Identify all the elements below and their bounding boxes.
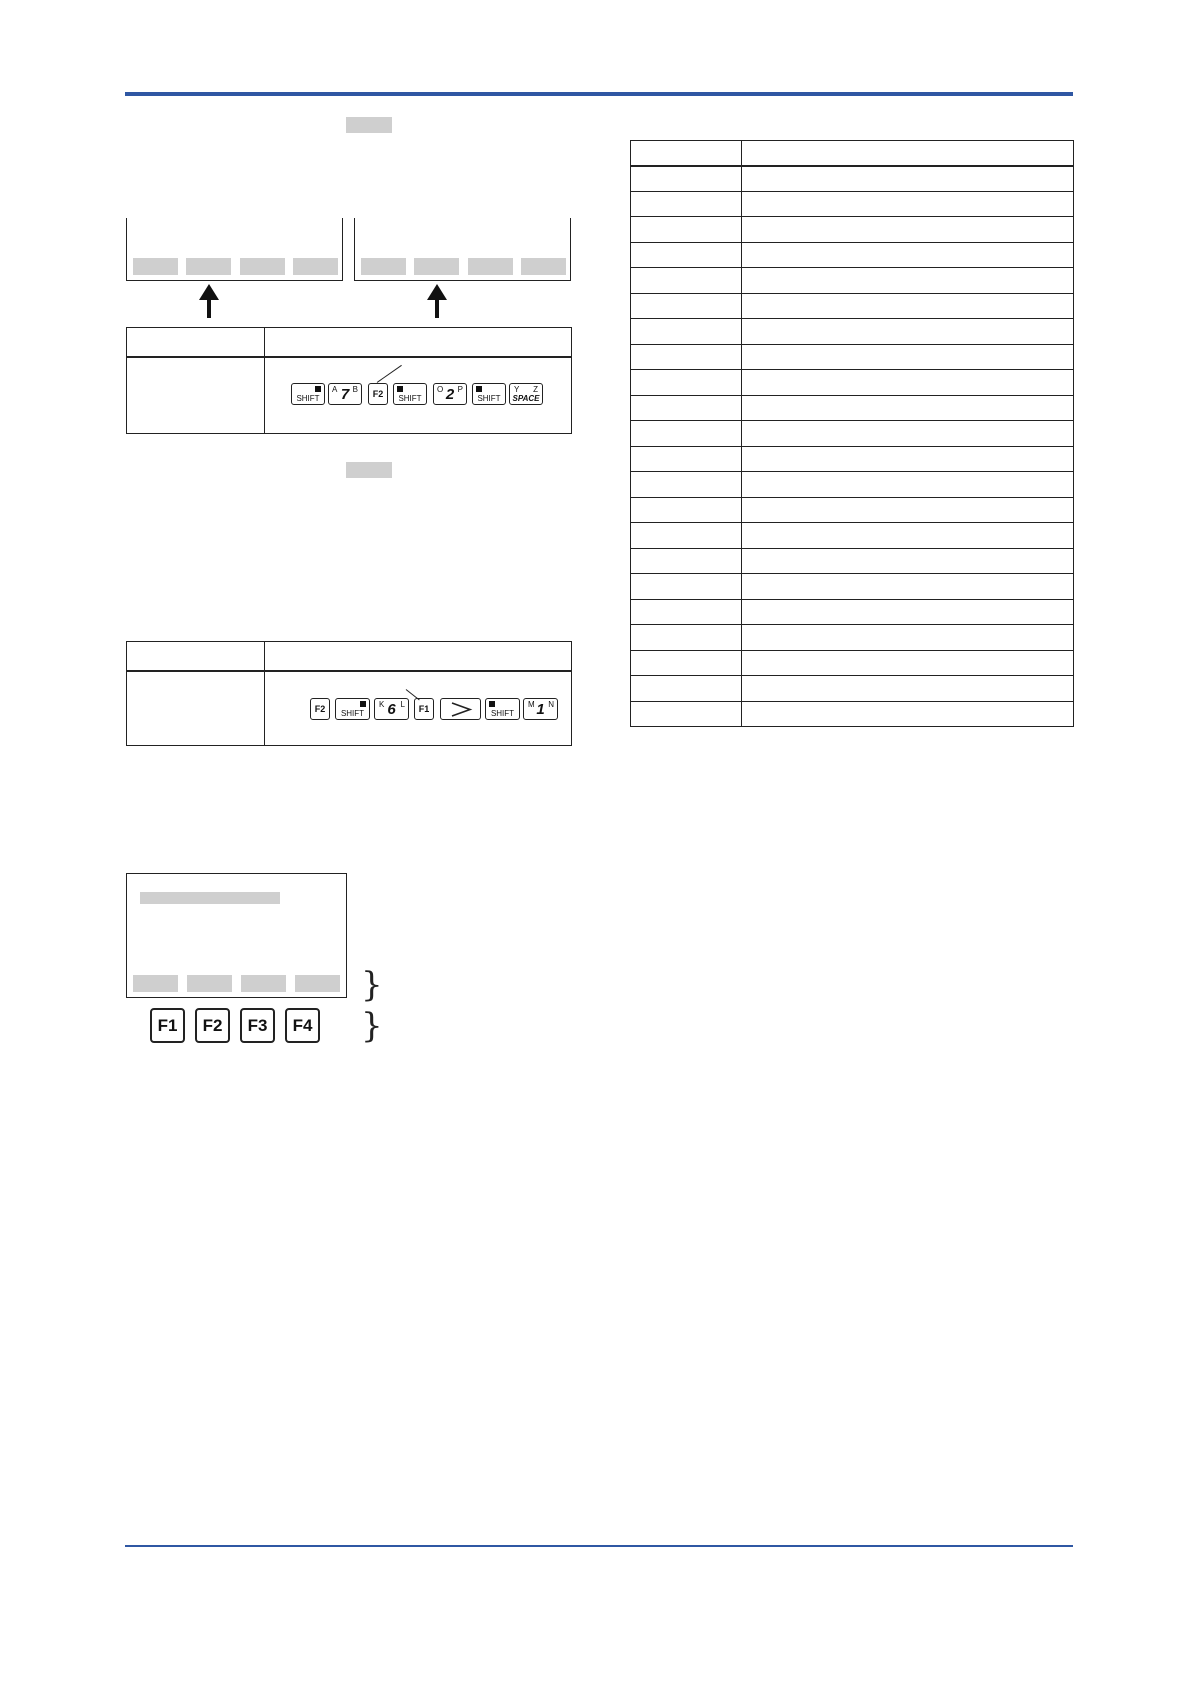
table-cell (742, 497, 1074, 523)
display-screen-left (126, 218, 343, 281)
table-cell (742, 676, 1074, 702)
greater-than-key (440, 698, 481, 720)
table-row (631, 650, 1074, 676)
brace-icon: } (361, 965, 383, 1005)
f2-key: F2 (368, 383, 388, 405)
section-label-placeholder (346, 117, 392, 133)
table-row (631, 319, 1074, 345)
softkey-2 (186, 258, 231, 275)
table-row (631, 293, 1074, 319)
softkey-1 (361, 258, 406, 275)
display-screen-right (354, 218, 571, 281)
table-cell (742, 574, 1074, 600)
footer-rule (125, 1545, 1073, 1547)
table-cell (742, 344, 1074, 370)
f3-function-key: F3 (240, 1008, 275, 1043)
table-row (631, 701, 1074, 727)
table-cell (631, 446, 742, 472)
table-cell (631, 650, 742, 676)
table-cell (742, 472, 1074, 498)
table-row (631, 574, 1074, 600)
header-rule (125, 92, 1073, 96)
softkey-1 (133, 975, 178, 992)
table-cell (631, 191, 742, 217)
key-operation-table-2 (126, 641, 572, 746)
section-label-placeholder (346, 462, 392, 478)
table-cell (631, 395, 742, 421)
table-cell (742, 191, 1074, 217)
table-header-row (631, 141, 1074, 166)
softkey-4 (521, 258, 566, 275)
table-cell (742, 370, 1074, 396)
table-cell (631, 319, 742, 345)
key-7: A B 7 (328, 383, 362, 405)
f4-function-key: F4 (285, 1008, 320, 1043)
table-row (631, 395, 1074, 421)
table-cell (742, 293, 1074, 319)
table-row (631, 344, 1074, 370)
softkey-4 (295, 975, 340, 992)
table-cell (631, 268, 742, 294)
table-cell (631, 370, 742, 396)
f1-function-key: F1 (150, 1008, 185, 1043)
f2-key: F2 (310, 698, 330, 720)
softkey-1 (133, 258, 178, 275)
brace-icon: } (361, 1006, 383, 1046)
table-row (631, 523, 1074, 549)
table-cell (631, 574, 742, 600)
table-cell (631, 497, 742, 523)
shift-key: SHIFT (472, 383, 506, 405)
table-cell (742, 166, 1074, 192)
table-cell (631, 523, 742, 549)
shift-key: SHIFT (485, 698, 520, 720)
table-cell (631, 344, 742, 370)
table-cell (631, 421, 742, 447)
display-screen-large (126, 873, 347, 998)
greater-than-icon (442, 700, 480, 719)
table-cell (742, 395, 1074, 421)
table-row (631, 421, 1074, 447)
table-cell (742, 701, 1074, 727)
table-row (631, 446, 1074, 472)
table-cell (742, 650, 1074, 676)
table-cell (631, 242, 742, 268)
screen-title-placeholder (140, 892, 280, 904)
table-cell (631, 472, 742, 498)
table-cell (742, 421, 1074, 447)
table-cell (742, 599, 1074, 625)
space-key: Y Z SPACE (509, 383, 543, 405)
table-cell (631, 166, 742, 192)
table-cell (631, 599, 742, 625)
table-row (631, 625, 1074, 651)
up-arrow-icon (427, 284, 447, 318)
key-operation-table-1 (126, 327, 572, 434)
table-row (631, 268, 1074, 294)
table-cell (631, 676, 742, 702)
table-cell (742, 242, 1074, 268)
table-row (631, 472, 1074, 498)
key-1: M N 1 (523, 698, 558, 720)
shift-key: SHIFT (291, 383, 325, 405)
shift-key: SHIFT (393, 383, 427, 405)
softkey-4 (293, 258, 338, 275)
softkey-2 (414, 258, 459, 275)
table-row (631, 242, 1074, 268)
table-cell (742, 446, 1074, 472)
softkey-3 (240, 258, 285, 275)
key-2: O P 2 (433, 383, 467, 405)
table-cell (742, 523, 1074, 549)
table-cell (742, 625, 1074, 651)
table-cell (742, 141, 1074, 166)
f1-key: F1 (414, 698, 434, 720)
softkey-3 (468, 258, 513, 275)
table-cell (631, 141, 742, 166)
softkey-2 (187, 975, 232, 992)
table-row (631, 166, 1074, 192)
table-cell (742, 548, 1074, 574)
table-cell (631, 625, 742, 651)
table-row (631, 676, 1074, 702)
table-row (631, 191, 1074, 217)
f2-function-key: F2 (195, 1008, 230, 1043)
reference-table (630, 140, 1074, 727)
up-arrow-icon (199, 284, 219, 318)
table-row (631, 548, 1074, 574)
table-cell (631, 217, 742, 243)
table-row (631, 599, 1074, 625)
table-cell (742, 319, 1074, 345)
table-row (631, 217, 1074, 243)
table-row (631, 370, 1074, 396)
table-cell (631, 701, 742, 727)
table-cell (742, 268, 1074, 294)
table-cell (631, 293, 742, 319)
table-cell (631, 548, 742, 574)
table-row (631, 497, 1074, 523)
shift-key: SHIFT (335, 698, 370, 720)
softkey-3 (241, 975, 286, 992)
table-cell (742, 217, 1074, 243)
key-6: K L 6 (374, 698, 409, 720)
